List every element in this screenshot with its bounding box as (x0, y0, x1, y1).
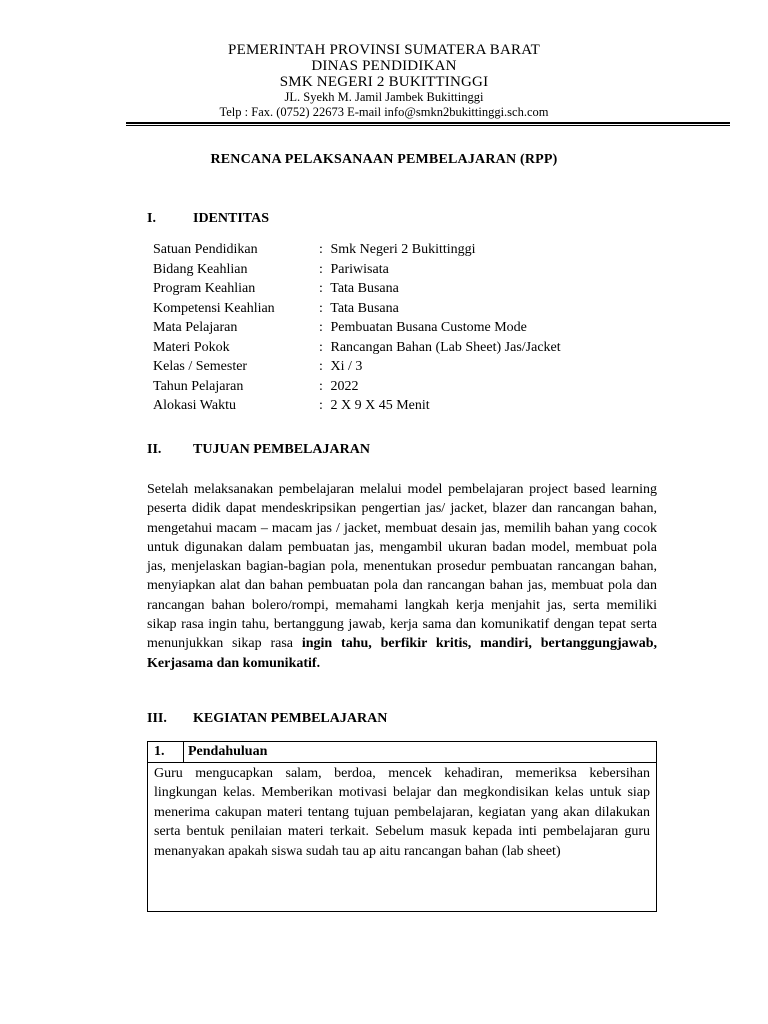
identitas-value: 2 X 9 X 45 Menit (330, 398, 430, 413)
letterhead-department: DINAS PENDIDIKAN (311, 58, 457, 74)
identitas-row (153, 279, 561, 299)
kegiatan-number: 1. (148, 742, 184, 762)
letterhead-address: JL. Syekh M. Jamil Jambek Bukittinggi (284, 90, 484, 104)
kegiatan-table-body: Guru mengucapkan salam, berdoa, mencek kehadiran, memeriksa kebersihan lingkungan kelas. Memberikan motivasi belajar dan megkondisikan kelas untuk siap menerima cakupan materi tentang tujuan pembelajaran, kegiatan yang akan dilakukan serta bentuk penilaian materi terkait. Sebelum masuk kepada inti pembelajaran guru menanyakan apakah siswa sudah tau ap aitu rancangan bahan (lab sheet) (154, 766, 650, 859)
identitas-row (153, 396, 561, 416)
identitas-row (153, 240, 561, 260)
identitas-label: Bidang Keahlian (153, 261, 248, 277)
colon: : (319, 320, 323, 335)
identitas-value: Pembuatan Busana Custome Mode (330, 320, 527, 335)
identitas-label: Mata Pelajaran (153, 320, 238, 335)
identitas-value: 2022 (330, 378, 359, 394)
identitas-label: Alokasi Waktu (153, 398, 236, 413)
kegiatan-table (147, 741, 657, 912)
colon: : (319, 339, 323, 355)
identitas-value: Xi / 3 (330, 359, 363, 374)
identitas-row (153, 299, 561, 319)
tujuan-paragraph (147, 480, 657, 673)
section-title: KEGIATAN PEMBELAJARAN (193, 711, 388, 726)
section-number: III. (147, 711, 167, 726)
identitas-label: Kelas / Semester (153, 359, 248, 374)
section-number: I. (147, 211, 156, 226)
letterhead-rule-thin (126, 125, 730, 126)
colon: : (319, 281, 323, 296)
kegiatan-title: Pendahuluan (188, 744, 268, 759)
section-tujuan-heading (147, 442, 370, 458)
identitas-label: Materi Pokok (153, 339, 230, 355)
letterhead-government: PEMERINTAH PROVINSI SUMATERA BARAT (228, 42, 540, 58)
identitas-value: Rancangan Bahan (Lab Sheet) Jas/Jacket (330, 339, 561, 355)
identitas-label: Program Keahlian (153, 281, 256, 296)
section-number: II. (147, 442, 162, 457)
identitas-label: Tahun Pelajaran (153, 378, 244, 394)
colon: : (319, 378, 323, 394)
section-kegiatan-heading (147, 711, 387, 727)
tujuan-text: Setelah melaksanakan pembelajaran melalui model pembelajaran project based learning peserta didik dapat mendeskripsikan pengertian jas/ jacket, blazer dan rancangan bahan, mengetahui macam – macam jas / jacket, membuat desain jas, memilih bahan yang cocok untuk digunakan dalam pembuatan jas, mengambil ukuran badan model, membuat pola jas, menjelaskan bagian-bagian pola, menentukan prosedur pembuatan rancangan bahan, menyiapkan alat dan bahan pembuatan pola dan rancangan bahan jas, membuat pola dan rancangan bahan bolero/rompi, memahami langkah kerja menjahit jas, serta memiliki sikap rasa ingin tahu, bertanggung jawab, kerja sama dan komunikatif dengan tepat serta menunjukkan sikap rasa (147, 482, 657, 652)
identitas-row (153, 377, 561, 397)
tujuan-text-bold: ingin tahu, berfikir kritis, mandiri, bertanggungjawab, Kerjasama dan komunikatif. (147, 636, 658, 671)
letterhead-rule-thick (126, 122, 730, 124)
identitas-value: Tata Busana (330, 300, 399, 316)
letterhead (0, 42, 768, 120)
identitas-row (153, 357, 561, 377)
identitas-value: Smk Negeri 2 Bukittinggi (330, 242, 476, 257)
colon: : (319, 398, 323, 413)
letterhead-contact: Telp : Fax. (0752) 22673 E-mail info@smkn2bukittinggi.sch.com (219, 105, 549, 119)
section-title: TUJUAN PEMBELAJARAN (193, 442, 370, 457)
colon: : (319, 242, 323, 257)
identitas-value: Pariwisata (330, 261, 389, 277)
colon: : (319, 300, 323, 316)
colon: : (319, 359, 323, 374)
identitas-label: Kompetensi Keahlian (153, 300, 275, 316)
colon: : (319, 261, 323, 277)
section-title: IDENTITAS (193, 211, 269, 226)
document-title: RENCANA PELAKSANAAN PEMBELAJARAN (RPP) (210, 152, 558, 167)
identitas-row (153, 318, 561, 338)
identitas-value: Tata Busana (330, 281, 399, 296)
identitas-list (153, 240, 561, 416)
section-identitas-heading (147, 211, 269, 227)
identitas-label: Satuan Pendidikan (153, 242, 258, 257)
letterhead-school: SMK NEGERI 2 BUKITTINGGI (279, 74, 489, 90)
identitas-row (153, 260, 561, 280)
identitas-row (153, 338, 561, 358)
kegiatan-table-header (148, 742, 656, 763)
